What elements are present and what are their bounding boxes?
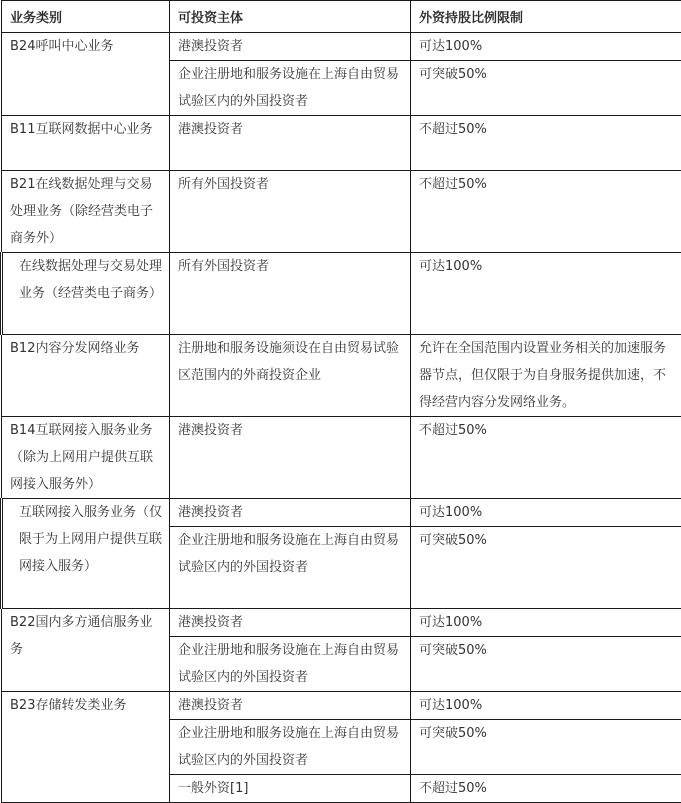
limit-cell: 可达100% bbox=[411, 499, 681, 527]
category-cell: B23存储转发类业务 bbox=[2, 692, 170, 803]
limit-cell: 不超过50% bbox=[411, 417, 681, 499]
category-cell: B12内容分发网络业务 bbox=[2, 335, 170, 417]
investor-cell: 港澳投资者 bbox=[170, 116, 411, 171]
limit-cell: 可达100% bbox=[411, 609, 681, 637]
table-row bbox=[2, 417, 681, 499]
limit-cell: 可突破50% bbox=[411, 720, 681, 775]
investor-cell: 企业注册地和服务设施在上海自由贸易试验区内的外国投资者 bbox=[170, 527, 411, 609]
header-business-category: 业务类别 bbox=[2, 1, 170, 33]
sub-category-cell: 互联网接入服务业务（仅限于为上网用户提供互联网接入服务） bbox=[2, 499, 170, 609]
table-row bbox=[2, 609, 681, 637]
investor-cell: 港澳投资者 bbox=[170, 417, 411, 499]
limit-cell: 不超过50% bbox=[411, 116, 681, 171]
investor-cell: 一般外资[1] bbox=[170, 775, 411, 803]
table-header-row bbox=[2, 1, 681, 33]
limit-cell: 不超过50% bbox=[411, 775, 681, 803]
investor-cell: 港澳投资者 bbox=[170, 692, 411, 720]
table-row bbox=[2, 692, 681, 720]
header-eligible-investor: 可投资主体 bbox=[170, 1, 411, 33]
limit-cell: 可达100% bbox=[411, 692, 681, 720]
limit-cell: 可突破50% bbox=[411, 61, 681, 116]
limit-cell: 可达100% bbox=[411, 33, 681, 61]
category-cell: B21在线数据处理与交易处理业务（除经营类电子商务外） bbox=[2, 171, 170, 253]
table-row bbox=[2, 33, 681, 61]
header-ownership-limit: 外资持股比例限制 bbox=[411, 1, 681, 33]
category-cell: B11互联网数据中心业务 bbox=[2, 116, 170, 171]
investor-cell: 所有外国投资者 bbox=[170, 253, 411, 335]
investor-cell: 港澳投资者 bbox=[170, 609, 411, 637]
category-cell: B14互联网接入服务业务（除为上网用户提供互联网接入服务外） bbox=[2, 417, 170, 499]
limit-cell: 可突破50% bbox=[411, 527, 681, 609]
sub-category-cell: 在线数据处理与交易处理业务（经营类电子商务） bbox=[2, 253, 170, 335]
table-row bbox=[2, 335, 681, 417]
table-row bbox=[2, 116, 681, 171]
investor-cell: 港澳投资者 bbox=[170, 33, 411, 61]
investor-cell: 注册地和服务设施须设在自由贸易试验区范围内的外商投资企业 bbox=[170, 335, 411, 417]
limit-cell: 可达100% bbox=[411, 253, 681, 335]
table-row bbox=[2, 499, 681, 527]
investor-cell: 所有外国投资者 bbox=[170, 171, 411, 253]
investor-cell: 企业注册地和服务设施在上海自由贸易试验区内的外国投资者 bbox=[170, 720, 411, 775]
limit-cell: 可突破50% bbox=[411, 637, 681, 692]
limit-cell: 不超过50% bbox=[411, 171, 681, 253]
category-cell: B22国内多方通信服务业务 bbox=[2, 609, 170, 692]
category-cell: B24呼叫中心业务 bbox=[2, 33, 170, 116]
investor-cell: 企业注册地和服务设施在上海自由贸易试验区内的外国投资者 bbox=[170, 637, 411, 692]
table-row bbox=[2, 171, 681, 253]
table-row bbox=[2, 253, 681, 335]
investor-cell: 企业注册地和服务设施在上海自由贸易试验区内的外国投资者 bbox=[170, 61, 411, 116]
investor-cell: 港澳投资者 bbox=[170, 499, 411, 527]
limit-cell: 允许在全国范围内设置业务相关的加速服务器节点，但仅限于为自身服务提供加速，不得经营内容分发网络业务。 bbox=[411, 335, 681, 417]
